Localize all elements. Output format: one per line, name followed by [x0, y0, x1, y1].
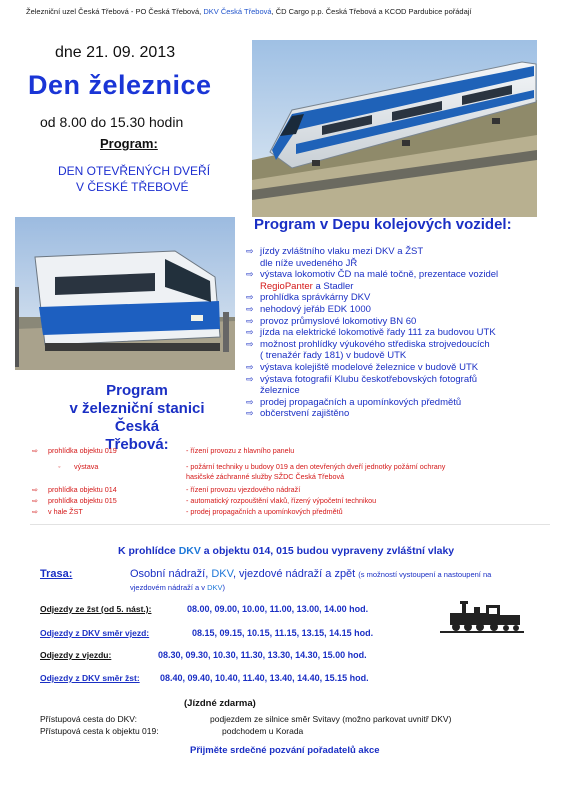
program-label: Program:: [100, 136, 158, 151]
steam-locomotive-icon: [440, 595, 524, 639]
route-label: Trasa:: [40, 568, 73, 580]
list-item: ⇨ provoz průmyslové lokomotivy BN 60: [246, 315, 417, 327]
access-dkv-label: Přístupová cesta do DKV:: [40, 714, 138, 724]
table-row: ⇨ prohlídka objektu 014 - řízení provozu vjezdového nádraží: [32, 485, 301, 494]
arrow-icon: ⇨: [246, 338, 254, 349]
depot-program-list: [246, 246, 546, 420]
access-dkv-value: podjezdem ze silnice směr Svitavy (možno parkovat uvnitř DKV): [210, 714, 452, 724]
departure-label: Odjezdy z vjezdu:: [40, 650, 112, 660]
list-item: ⇨ výstava kolejiště modelové železnice v budově UTK: [246, 361, 479, 373]
list-item: ⇨ prodej propagačních a upomínkových předmětů: [246, 396, 462, 408]
event-title: Den železnice: [28, 70, 212, 100]
arrow-icon: ⇨: [32, 507, 39, 516]
event-date: dne 21. 09. 2013: [55, 44, 176, 61]
list-item: ⇨ jízdy zvláštního vlaku mezi DKV a ŽST dle níže uvedeného JŘ: [246, 246, 424, 269]
section-divider: [30, 524, 550, 525]
access-019-label: Přístupová cesta k objektu 019:: [40, 726, 159, 736]
departure-times: 08.30, 09.30, 10.30, 11.30, 13.30, 14.30, 15.00 hod.: [158, 650, 367, 660]
list-item: ⇨ jízda na elektrické lokomotivě řady 111 za budovou UTK: [246, 327, 496, 339]
arrow-icon: ⇨: [246, 396, 254, 407]
regioshark-train-photo: [15, 217, 235, 370]
list-item: ⇨ prohlídka správkárny DKV: [246, 292, 371, 304]
event-hours: od 8.00 do 15.30 hodin: [40, 114, 184, 130]
table-row: hasičské záchranné služby SŽDC Česká Třebová: [186, 472, 345, 481]
departure-label: Odjezdy ze žst (od 5. nást.):: [40, 604, 152, 614]
arrow-icon: ⇨: [246, 292, 254, 303]
departure-label: Odjezdy z DKV směr vjezd:: [40, 628, 150, 638]
table-row: ◦ výstava - požární techniky u budovy 019 a den otevřených dveří jednotky požární ochrany: [58, 462, 446, 471]
regiopanter-train-photo: [252, 40, 537, 217]
departure-times: 08.15, 09.15, 10.15, 11.15, 13.15, 14.15 hod.: [192, 628, 374, 638]
route-description: Osobní nádraží, DKV, vjezdové nádraží a zpět (s možností vystoupení a nastoupení na vjezdovém nádraží a v DKV): [130, 568, 492, 592]
departure-times: 08.40, 09.40, 10.40, 11.40, 13.40, 14.40, 15.15 hod.: [160, 673, 369, 683]
arrow-icon: ⇨: [32, 496, 39, 505]
arrow-icon: ⇨: [32, 485, 39, 494]
station-program-table: [32, 446, 552, 518]
arrow-icon: ⇨: [246, 303, 254, 314]
arrow-icon: ⇨: [246, 246, 254, 256]
table-row: ⇨ prohlídka objektu 015 - automatický rozpouštění vlaků, řízený výpočetní technikou: [32, 496, 377, 505]
organizers-line: Železniční uzel Česká Třebová - PO Česká Třebová, DKV Česká Třebová, ČD Cargo p.p. Česká Třebová a KCOD Pardubice pořádají: [26, 7, 472, 16]
invitation: Přijměte srdečné pozvání pořadatelů akce: [190, 745, 380, 756]
list-item: ⇨ výstava lokomotiv ČD na malé točně, prezentace vozidel RegioPanter a Stadler: [246, 269, 499, 292]
arrow-icon: ⇨: [246, 373, 254, 384]
departure-times: 08.00, 09.00, 10.00, 11.00, 13.00, 14.00 hod.: [187, 604, 369, 614]
station-program-title: Program v železniční stanici Česká Třebová:: [69, 382, 205, 453]
list-item: ⇨ výstava fotografií Klubu českotřebovských fotografů železnice: [246, 373, 478, 397]
list-item: ⇨ nehodový jeřáb EDK 1000: [246, 303, 371, 315]
departure-label: Odjezdy z DKV směr žst:: [40, 673, 140, 683]
open-doors-line-2: V ČESKÉ TŘEBOVÉ: [76, 180, 189, 194]
list-item: ⇨ možnost prohlídky výukového střediska strojvedoucích ( trenažér řady 181) v budově UTK: [246, 338, 490, 362]
open-doors-line-1: DEN OTEVŘENÝCH DVEŘÍ: [58, 164, 211, 178]
table-row: ⇨ v hale ŽST - prodej propagačních a upomínkových předmětů: [32, 507, 343, 516]
free-fare-note: (Jízdné zdarma): [184, 698, 256, 709]
table-row: ⇨ prohlídka objektu 019 - řízení provozu z hlavního panelu: [32, 446, 295, 455]
access-019-value: podchodem u Korada: [222, 726, 304, 736]
arrow-icon: ⇨: [246, 361, 254, 372]
arrow-icon: ⇨: [246, 327, 254, 338]
arrow-icon: ⇨: [32, 446, 39, 455]
list-item: ⇨ občerstvení zajištěno: [246, 408, 350, 420]
depot-program-title: Program v Depu kolejových vozidel:: [254, 216, 512, 233]
arrow-icon: ⇨: [246, 315, 254, 326]
arrow-icon: ⇨: [246, 269, 254, 280]
bullet-icon: ◦: [58, 462, 61, 471]
special-trains-intro: K prohlídce DKV a objektu 014, 015 budou vypraveny zvláštní vlaky: [118, 545, 455, 557]
arrow-icon: ⇨: [246, 408, 254, 419]
